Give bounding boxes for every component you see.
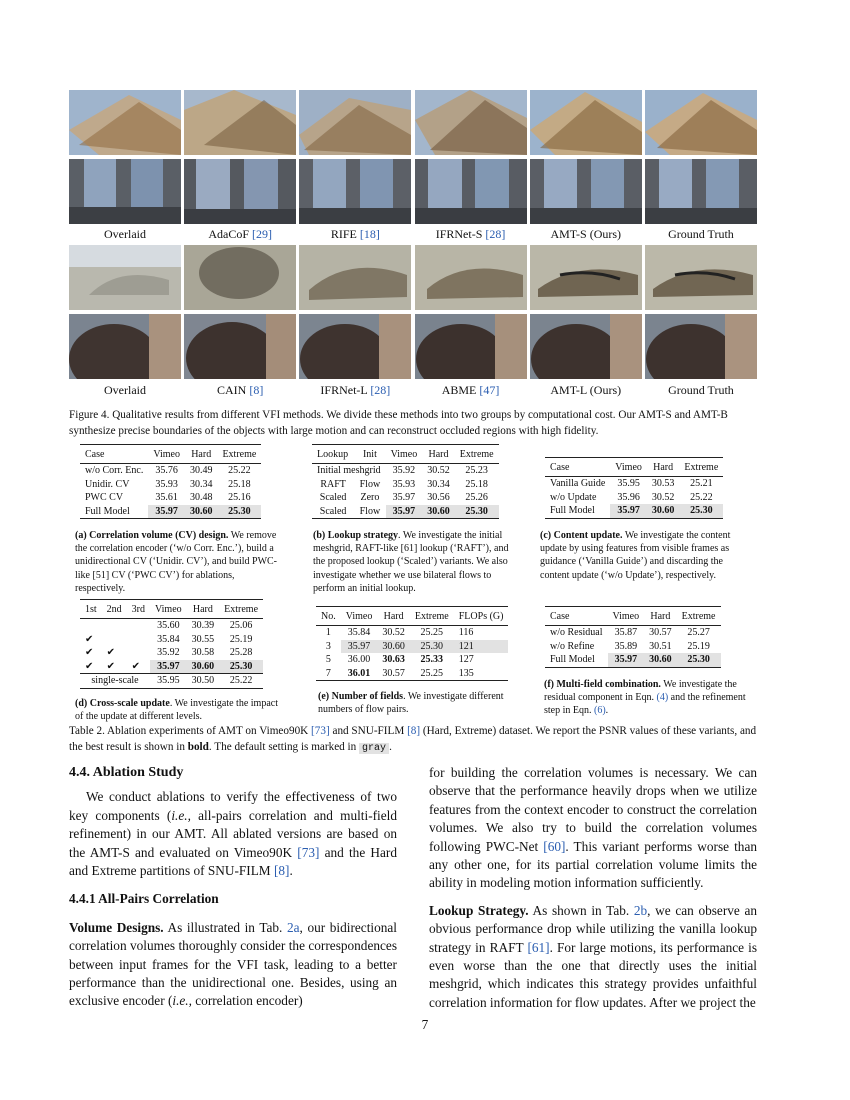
table-row-default: Full Model 35.97 30.60 25.30 xyxy=(545,653,721,667)
table-d-cross-scale xyxy=(80,599,263,689)
table-row-default: Full Model 35.97 30.60 25.30 xyxy=(545,504,723,518)
figure-caption-row-2 xyxy=(69,383,757,398)
figure-image xyxy=(530,314,642,379)
figure-image xyxy=(69,245,181,310)
figure-label: AdaCoF [29] xyxy=(208,227,273,241)
figure-image xyxy=(299,90,411,155)
table-row: w/o Residual 35.87 30.57 25.27 xyxy=(550,627,710,639)
figure-image xyxy=(645,314,757,379)
column-header: Hard xyxy=(187,600,220,619)
column-header: 3rd xyxy=(127,600,150,619)
table-row: Initial meshgrid 35.92 30.52 25.23 xyxy=(317,465,488,477)
figure-image xyxy=(184,90,296,155)
paragraph: We conduct ablations to verify the effectiveness of two key components (i.e., all-pairs correlation and multi-field refinement) in our AMT. All ablated versions are based on the AMT-S and evaluated on Vimeo90K [73] and the Hard and Extreme partitions of SNU-FILM [8]. xyxy=(69,789,398,879)
section-title: 4.4. Ablation Study xyxy=(69,765,184,780)
figure-label: IFRNet-S [28] xyxy=(435,227,506,241)
table-row-default: Scaled Flow 35.97 30.60 25.30 xyxy=(312,505,499,519)
figure-row-head xyxy=(69,314,757,379)
column-header: Extreme xyxy=(677,607,721,626)
table-a-caption: (a) Correlation volume (CV) design. We remove the correlation encoder (‘w/o Corr. Enc.’), build a unidirectional CV (‘Unidir. CV’), and build PWC-like [51] CV (‘PWC CV’) for ablations, respectively. xyxy=(75,530,278,594)
column-header: 2nd xyxy=(102,600,127,619)
column-header: Vimeo xyxy=(386,445,423,464)
paragraph: for building the correlation volumes is necessary. We can observe that the performance heavily drops when we utilize features from the context encoder to construct the correlation volumes. We also try to build the correlation volumes following PWC-Net [60]. This variant performs worse than any other one, for its partial correlation volume limits the ability in modeling motion information sufficiently. xyxy=(429,765,757,891)
column-header: 1st xyxy=(80,600,102,619)
figure-image xyxy=(645,159,757,224)
figure-image xyxy=(415,159,527,224)
column-header: Vimeo xyxy=(148,445,185,464)
figure-caption: Figure 4. Qualitative results from different VFI methods. We divide these methods into two groups by computational cost. Our AMT-S and AMT-B synthesize precise boundaries of the objects with large motion and can reconstruct occluded regions with high fidelity. xyxy=(69,409,728,437)
figure-row-feather xyxy=(69,90,757,155)
column-header: Hard xyxy=(647,458,680,477)
table-row-default: ✔ ✔ ✔ 35.97 30.60 25.30 xyxy=(80,660,263,674)
table-e-number-of-fields xyxy=(316,606,508,681)
figure-caption-row-1 xyxy=(69,227,757,242)
table-c-content-update xyxy=(545,457,723,519)
figure-row-jeans xyxy=(69,159,757,224)
table-row: Vanilla Guide 35.95 30.53 25.21 xyxy=(550,478,713,490)
figure-label: CAIN [8] xyxy=(217,383,264,397)
column-header: Hard xyxy=(377,607,410,626)
figure-image xyxy=(415,314,527,379)
left-column xyxy=(69,764,397,1011)
figure-image xyxy=(415,245,527,310)
table-row: 35.60 30.39 25.06 xyxy=(157,620,253,632)
gray-swatch: gray xyxy=(359,743,389,754)
figure-label: Ground Truth xyxy=(668,383,734,397)
table-row: Scaled Zero 35.97 30.56 25.26 xyxy=(319,492,488,504)
figure-row-shoe xyxy=(69,245,757,310)
figure-image xyxy=(530,90,642,155)
table-b-caption: (b) Lookup strategy. We investigate the initial meshgrid, RAFT-like [61] lookup (‘RAFT’), and the proposed lookup (‘Scaled’) variants. We also investigate whether we use bilateral flows to perform an initial lookup. xyxy=(313,530,509,594)
column-header: Extreme xyxy=(219,600,263,619)
figure-image xyxy=(69,90,181,155)
figure-image xyxy=(299,314,411,379)
column-header: Hard xyxy=(644,607,677,626)
table-row: Unidir. CV 35.93 30.34 25.18 xyxy=(85,478,251,490)
table-row: w/o Update 35.96 30.52 25.22 xyxy=(550,491,713,503)
figure-image xyxy=(184,314,296,379)
column-header: No. xyxy=(316,607,341,626)
table-row: ✔ 35.84 30.55 25.19 xyxy=(85,633,253,645)
column-header: Vimeo xyxy=(150,600,187,619)
table-row: single-scale 35.95 30.50 25.22 xyxy=(80,674,263,689)
figure-label: ABME [47] xyxy=(441,383,500,397)
table-row: w/o Corr. Enc. 35.76 30.49 25.22 xyxy=(85,465,251,477)
right-column xyxy=(429,764,757,1012)
figure-image xyxy=(299,245,411,310)
figure-image xyxy=(69,159,181,224)
column-header: Vimeo xyxy=(341,607,378,626)
table-row: 7 36.01 30.57 25.25 135 xyxy=(316,667,508,681)
subsection-title: 4.4.1 All-Pairs Correlation xyxy=(69,891,219,907)
table-e-caption: (e) Number of fields. We investigate different numbers of flow pairs. xyxy=(318,691,504,716)
figure-image xyxy=(184,159,296,224)
column-header: Vimeo xyxy=(608,607,645,626)
column-header: FLOPs (G) xyxy=(454,607,509,626)
column-header: Hard xyxy=(422,445,455,464)
figure-image xyxy=(645,90,757,155)
figure-image xyxy=(530,245,642,310)
column-header: Case xyxy=(545,607,608,626)
table-c-caption: (c) Content update. We investigate the content update by using features from visible frames as guidance (‘Vanilla Guide’) and discarding the content update (‘w/o Update’), respectively. xyxy=(540,530,731,581)
figure-image xyxy=(299,159,411,224)
column-header: Extreme xyxy=(455,445,499,464)
figure-image xyxy=(69,314,181,379)
table-row: PWC CV 35.61 30.48 25.16 xyxy=(85,492,251,504)
table-row: RAFT Flow 35.93 30.34 25.18 xyxy=(320,478,488,490)
column-header: Lookup xyxy=(312,445,354,464)
table-f-caption: (f) Multi-field combination. We investigate the residual component in Eqn. (4) and the refinement step in Eqn. (6). xyxy=(544,679,746,717)
figure-label: AMT-L (Ours) xyxy=(550,383,622,397)
figure-label: AMT-S (Ours) xyxy=(550,227,622,241)
figure-label: Ground Truth xyxy=(668,227,734,241)
paragraph: Lookup Strategy. As shown in Tab. 2b, we can observe an obvious performance drop while utilizing the vanilla lookup strategy in RAFT [61]. For large motions, its performance is even worse than the one that directly uses the initial meshgrid, which indicates this strategy provides unfaithful correlation information for flow updates. After we project the xyxy=(429,902,758,1010)
figure-image xyxy=(415,90,527,155)
column-header: Extreme xyxy=(217,445,261,464)
table-f-multi-field xyxy=(545,606,721,668)
paragraph: Volume Designs. As illustrated in Tab. 2a, our bidirectional correlation volumes thoroughly consider the correspondences between input frames for the VFI task, leading to a better performance than the unidirectional one. Besides, using an exclusive encoder (i.e., correlation encoder) xyxy=(69,919,397,1009)
column-header: Case xyxy=(80,445,148,464)
table-row: w/o Refine 35.89 30.51 25.19 xyxy=(550,640,710,652)
table-d-caption: (d) Cross-scale update. We investigate the impact of the update at different levels. xyxy=(75,698,278,723)
figure-image xyxy=(645,245,757,310)
figure-image xyxy=(530,159,642,224)
table-a-correlation-volume xyxy=(80,444,261,519)
figure-label: Overlaid xyxy=(104,227,146,241)
table-row: 1 35.84 30.52 25.25 116 xyxy=(325,627,474,639)
table-row-default: Full Model 35.97 30.60 25.30 xyxy=(80,505,261,519)
figure-label: Overlaid xyxy=(104,383,146,397)
table-caption: Table 2. Ablation experiments of AMT on Vimeo90K [73] and SNU-FILM [8] (Hard, Extreme) dataset. We report the PSNR values of these variants, and the best result is shown in bold. The default setting is marked in gray . xyxy=(69,725,757,754)
column-header: Case xyxy=(545,458,610,477)
table-row: 5 36.00 30.63 25.33 127 xyxy=(325,654,474,666)
column-header: Init xyxy=(354,445,385,464)
column-header: Vimeo xyxy=(610,458,647,477)
figure-label: RIFE [18] xyxy=(330,227,380,241)
column-header: Hard xyxy=(185,445,218,464)
column-header: Extreme xyxy=(679,458,723,477)
column-header: Extreme xyxy=(410,607,454,626)
figure-image xyxy=(184,245,296,310)
table-row-default: 3 35.97 30.60 25.30 121 xyxy=(316,640,508,654)
table-b-lookup-strategy xyxy=(312,444,499,519)
page-number: 7 xyxy=(421,1017,429,1032)
table-row: ✔ ✔ 35.92 30.58 25.28 xyxy=(85,647,253,659)
figure-label: IFRNet-L [28] xyxy=(320,383,391,397)
